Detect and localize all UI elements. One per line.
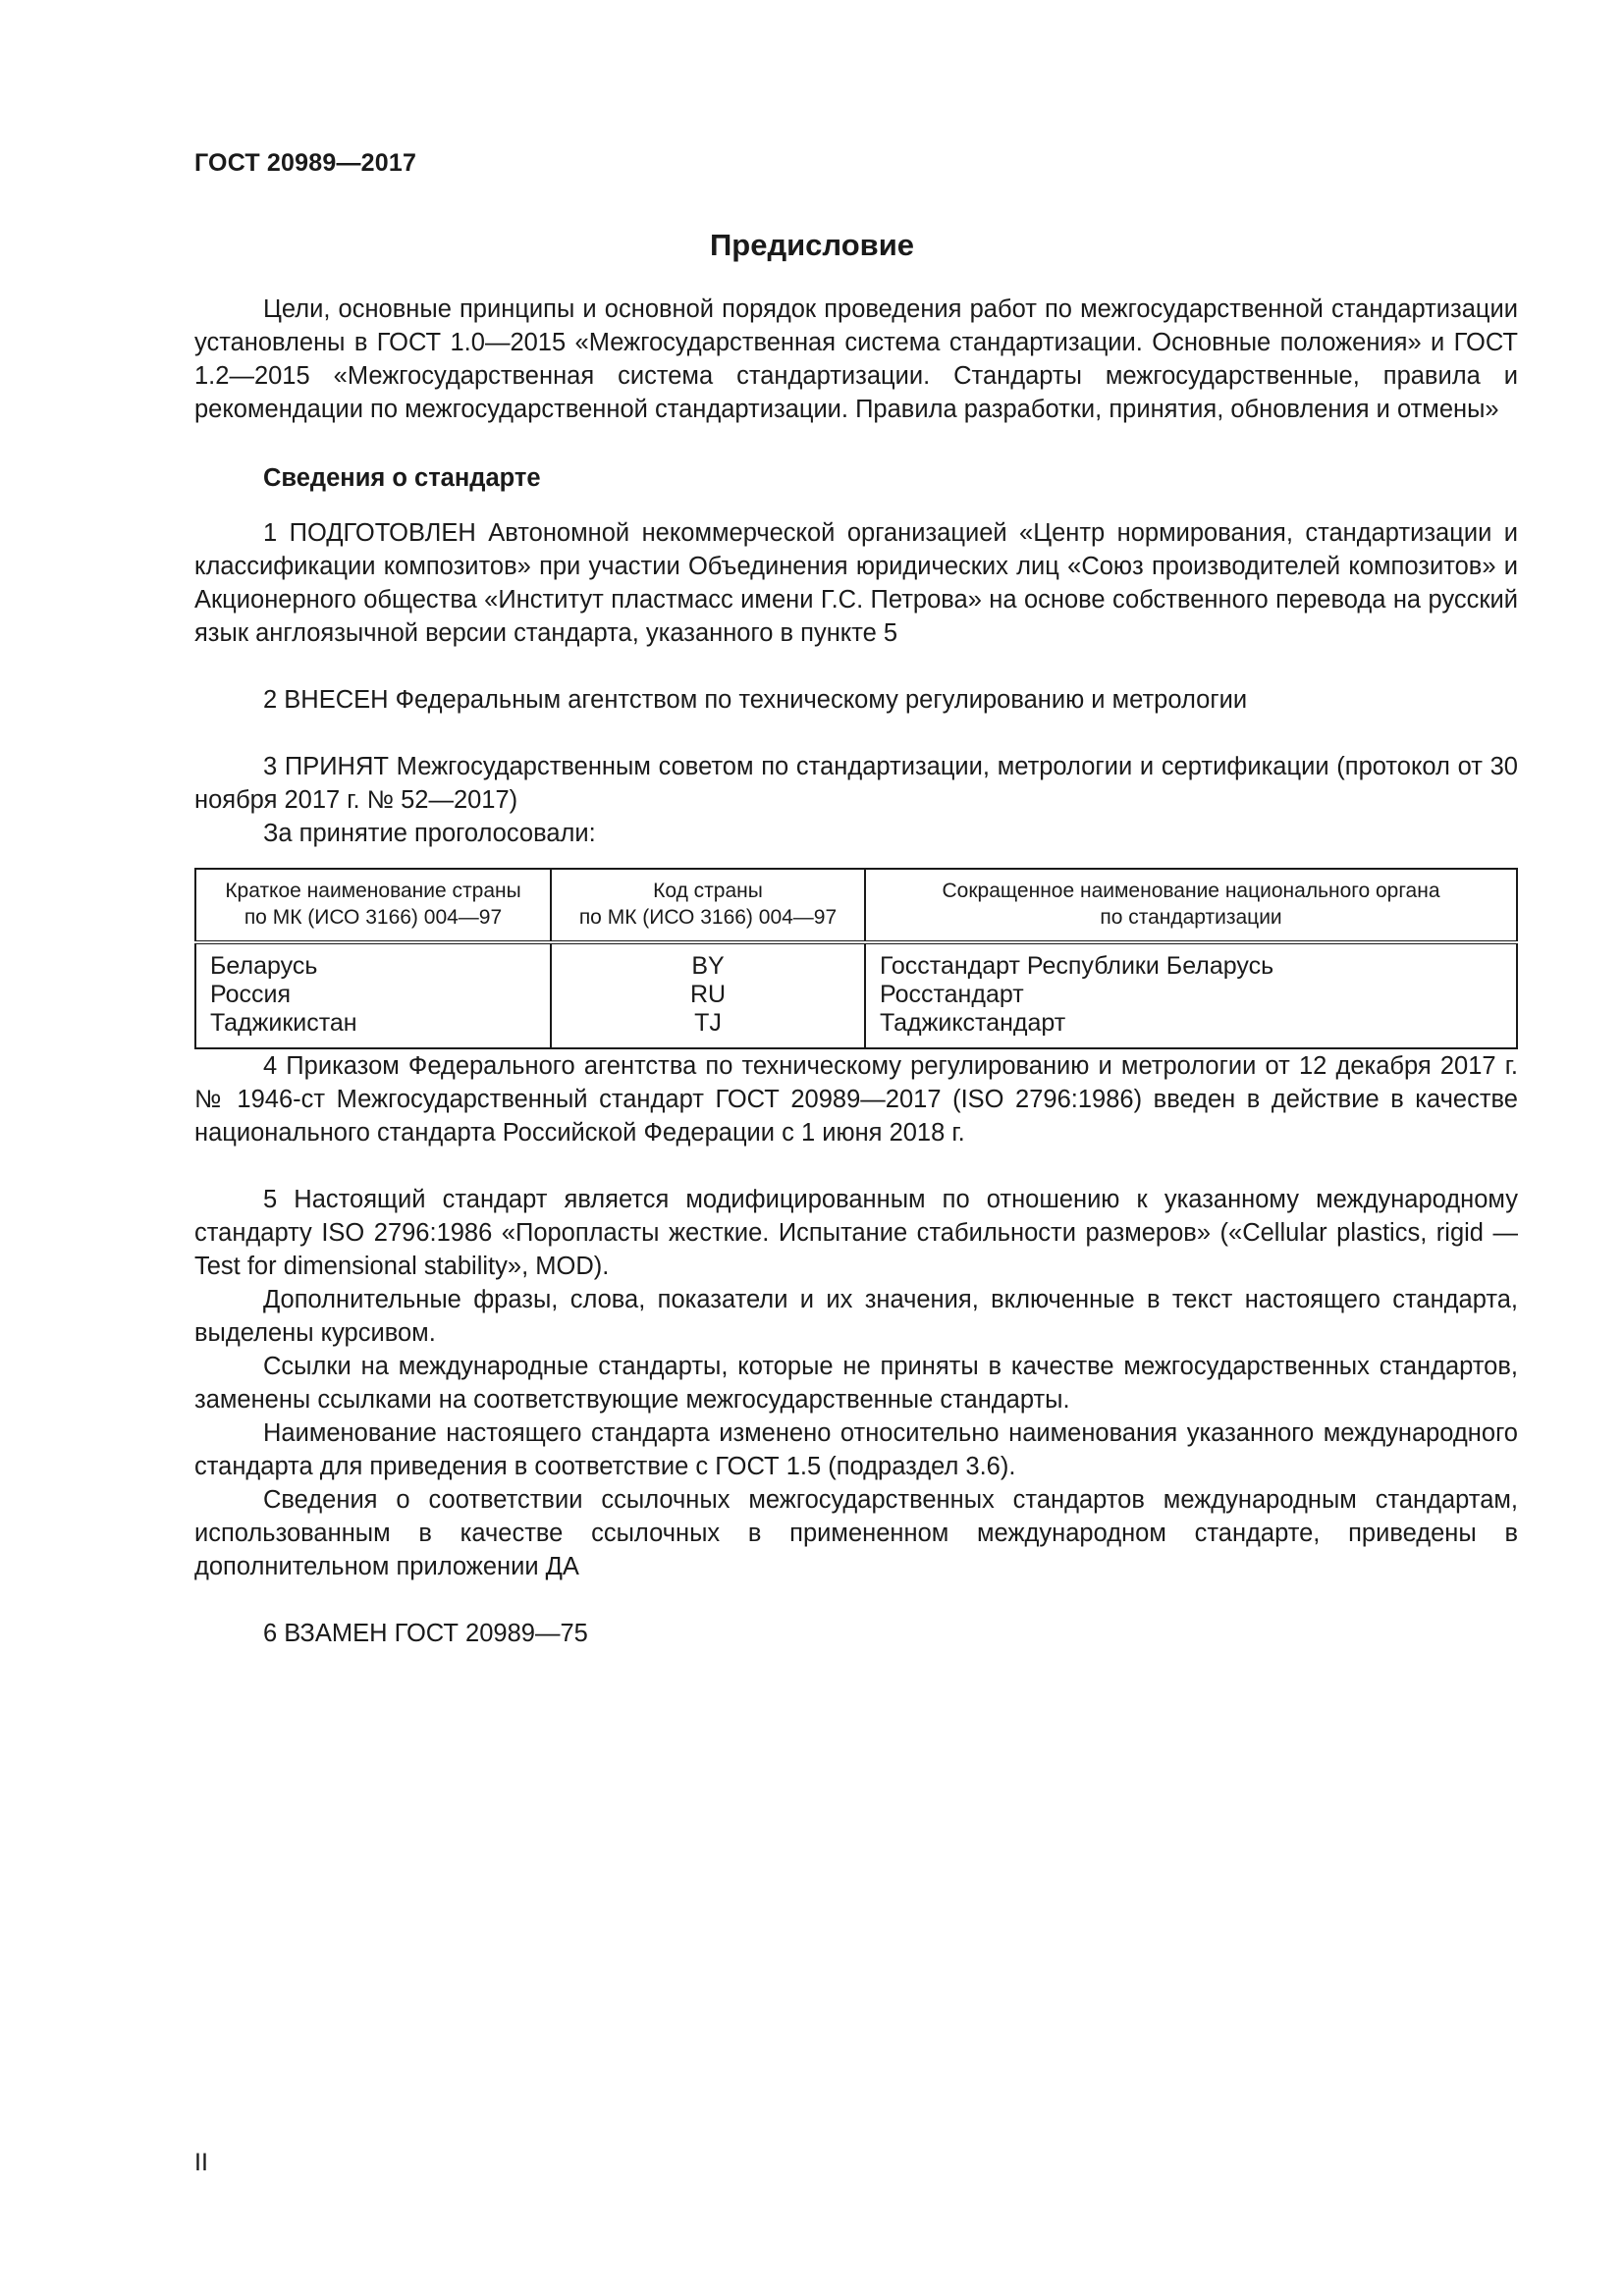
table-row	[195, 1009, 1517, 1048]
item-5-references-note: Ссылки на международные стандарты, которые не приняты в качестве межгосударственных стандартов, заменены ссылками на соответствующие межгосударственные стандарты.	[194, 1353, 1518, 1414]
item-2-introduced: 2 ВНЕСЕН Федеральным агентством по техническому регулированию и метрологии	[263, 686, 1248, 714]
votes-intro: За принятие проголосовали:	[263, 820, 596, 847]
page-number: II	[194, 2149, 208, 2176]
table-header-row	[195, 869, 1517, 942]
table-row	[195, 981, 1517, 1009]
national-body-cell: Госстандарт Республики Беларусь	[865, 942, 1517, 981]
standard-info-heading: Сведения о стандарте	[263, 464, 541, 492]
document-number-header: ГОСТ 20989—2017	[194, 149, 417, 177]
country-code-cell: RU	[551, 981, 865, 1009]
item-5-title-change-note: Наименование настоящего стандарта изменено относительно наименования указанного международного стандарта для приведения в соответствие с ГОСТ 1.5 (подраздел 3.6).	[194, 1419, 1518, 1480]
preface-body	[194, 293, 1518, 1650]
item-6-replaces: 6 ВЗАМЕН ГОСТ 20989—75	[263, 1620, 588, 1647]
country-code-cell: BY	[551, 942, 865, 981]
header-national-body: Сокращенное наименование национального органа по стандартизации	[865, 869, 1517, 942]
preface-title: Предисловие	[709, 228, 914, 262]
item-5-appendix-note: Сведения о соответствии ссылочных межгосударственных стандартов международным стандартам, использованным в качестве ссылочных в примененном международном стандарте, приведены в дополнительном приложении ДА	[194, 1486, 1518, 1580]
item-3-adopted: 3 ПРИНЯТ Межгосударственным советом по стандартизации, метрологии и сертификации (протокол от 30 ноября 2017 г. № 52—2017)	[194, 753, 1518, 814]
preface-intro-paragraph: Цели, основные принципы и основной порядок проведения работ по межгосударственной стандартизации установлены в ГОСТ 1.0—2015 «Межгосударственная система стандартизации. Основные положения» и ГОСТ 1.2—2015 «Межгосударственная система стандартизации. Стандарты межгосударственные, правила и рекомендации по межгосударственной стандартизации. Правила разработки, принятия, обновления и отмены»	[194, 295, 1518, 423]
country-name-cell: Беларусь	[210, 952, 318, 980]
table-row	[195, 942, 1517, 981]
national-body-cell: Таджикстандарт	[865, 1009, 1517, 1048]
item-5-italic-note: Дополнительные фразы, слова, показатели и их значения, включенные в текст настоящего стандарта, выделены курсивом.	[194, 1286, 1518, 1347]
header-country-code: Код страны по МК (ИСО 3166) 004—97	[551, 869, 865, 942]
national-body-cell: Росстандарт	[865, 981, 1517, 1009]
country-name-cell: Таджикистан	[210, 1009, 357, 1037]
item-4-order: 4 Приказом Федерального агентства по техническому регулированию и метрологии от 12 декабря 2017 г. № 1946-ст Межгосударственный стандарт ГОСТ 20989—2017 (ISO 2796:1986) введен в действие в качестве национального стандарта Российской Федерации с 1 июня 2018 г.	[194, 1052, 1518, 1147]
voting-countries-table	[194, 868, 1518, 1049]
item-5-modification: 5 Настоящий стандарт является модифицированным по отношению к указанному международному стандарту ISO 2796:1986 «Поропласты жесткие. Испытание стабильности размеров» («Cellular plastics, rigid — Test for dimensional stability», MOD).	[194, 1186, 1518, 1280]
item-1-prepared: 1 ПОДГОТОВЛЕН Автономной некоммерческой организацией «Центр нормирования, стандартизации и классификации композитов» при участии Объединения юридических лиц «Союз производителей композитов» и Акционерного общества «Институт пластмасс имени Г.С. Петрова» на основе собственного перевода на русский язык англоязычной версии стандарта, указанного в пункте 5	[194, 519, 1518, 647]
country-name-cell: Россия	[210, 981, 291, 1008]
country-code-cell: TJ	[551, 1009, 865, 1048]
header-country-name: Краткое наименование страны по МК (ИСО 3166) 004—97	[195, 869, 551, 942]
